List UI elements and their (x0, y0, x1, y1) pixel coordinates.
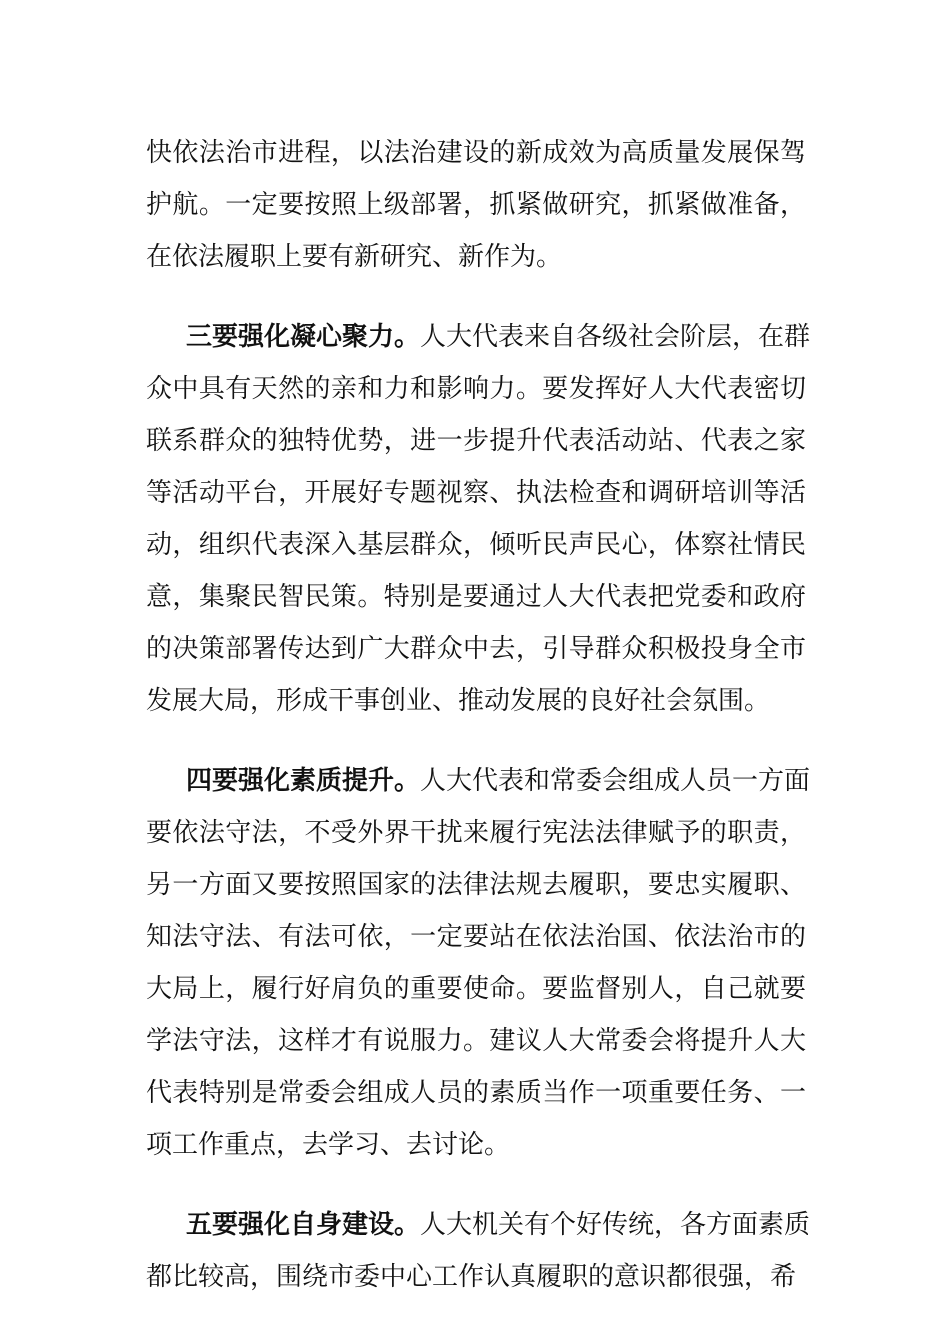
line-text: 知法守法、有法可依，一定要站在依法治国、依法治市的 (146, 922, 806, 952)
text-line (146, 127, 806, 179)
text-line (146, 571, 806, 623)
text-line (146, 1199, 811, 1251)
line-text: 项工作重点，去学习、去讨论。 (146, 1130, 511, 1160)
line-text: 快依法治市进程，以法治建设的新成效为高质量发展保驾 (146, 138, 806, 168)
line-text: 人大机关有个好传统，各方面素质 (420, 1210, 811, 1240)
text-line (146, 231, 806, 283)
paragraph-spacing (146, 283, 806, 311)
line-text: 意，集聚民智民策。特别是要通过人大代表把党委和政府 (146, 582, 806, 612)
paragraph (146, 127, 806, 283)
line-text: 发展大局，形成干事创业、推动发展的良好社会氛围。 (146, 686, 771, 716)
text-line (146, 519, 806, 571)
paragraph-heading: 五要强化自身建设。 (186, 1210, 421, 1240)
text-line (146, 363, 806, 415)
text-line (146, 755, 811, 807)
paragraph-heading: 四要强化素质提升。 (186, 766, 421, 796)
document-body (146, 127, 811, 1303)
line-text: 等活动平台，开展好专题视察、执法检查和调研培训等活 (146, 478, 806, 508)
text-line (146, 675, 806, 727)
text-line (146, 415, 806, 467)
line-text: 要依法守法，不受外界干扰来履行宪法法律赋予的职责， (146, 818, 806, 848)
line-text: 人大代表来自各级社会阶层，在群 (420, 322, 811, 352)
paragraph-spacing (146, 1171, 806, 1199)
line-text: 人大代表和常委会组成人员一方面 (420, 766, 811, 796)
paragraph (146, 1199, 811, 1303)
text-line (146, 467, 806, 519)
line-text: 大局上，履行好肩负的重要使命。要监督别人，自己就要 (146, 974, 806, 1004)
text-line (146, 807, 806, 859)
text-line (146, 1015, 806, 1067)
paragraph-heading: 三要强化凝心聚力。 (186, 322, 421, 352)
line-text: 众中具有天然的亲和力和影响力。要发挥好人大代表密切 (146, 374, 806, 404)
line-text: 动，组织代表深入基层群众，倾听民声民心，体察社情民 (146, 530, 806, 560)
paragraph (146, 311, 811, 727)
text-line (146, 963, 806, 1015)
text-line (146, 859, 806, 911)
text-line (146, 623, 806, 675)
paragraph-spacing (146, 727, 806, 755)
line-text: 另一方面又要按照国家的法律法规去履职，要忠实履职、 (146, 870, 806, 900)
text-line (146, 1067, 806, 1119)
line-text: 的决策部署传达到广大群众中去，引导群众积极投身全市 (146, 634, 806, 664)
text-line (146, 179, 806, 231)
line-text: 联系群众的独特优势，进一步提升代表活动站、代表之家 (146, 426, 806, 456)
text-line (146, 311, 811, 363)
line-text: 代表特别是常委会组成人员的素质当作一项重要任务、一 (146, 1078, 806, 1108)
line-text: 都比较高，围绕市委中心工作认真履职的意识都很强，希 (146, 1262, 797, 1292)
text-line (146, 911, 806, 963)
paragraph (146, 755, 811, 1171)
text-line (146, 1119, 806, 1171)
line-text: 学法守法，这样才有说服力。建议人大常委会将提升人大 (146, 1026, 806, 1056)
line-text: 在依法履职上要有新研究、新作为。 (146, 242, 563, 272)
line-text: 护航。一定要按照上级部署，抓紧做研究，抓紧做准备， (146, 190, 806, 220)
text-line (146, 1251, 806, 1303)
